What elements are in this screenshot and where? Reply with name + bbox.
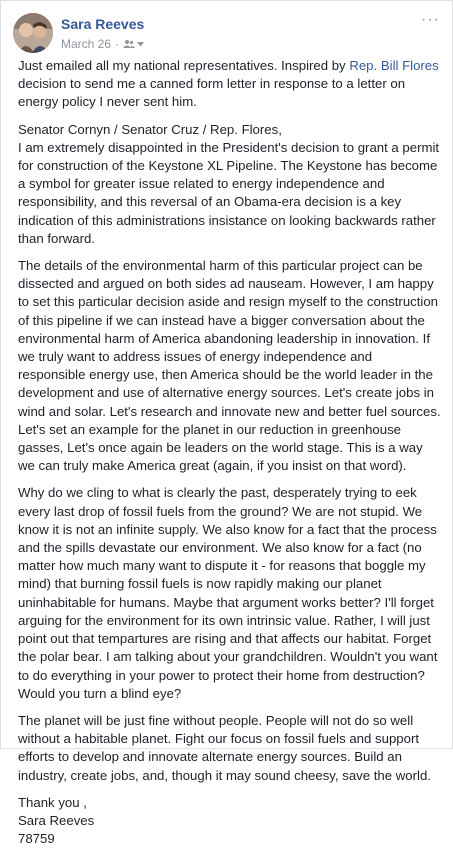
- paragraph-1: I am extremely disappointed in the President's decision to grant a permit for construction of the Keystone XL Pipeline. The Keystone has become a symbol for greater issue related to energy independence and responsibility, and this reversal of an Obama-era decision is a key indication of this administrations insistance on looking backwards rather than forward.: [18, 139, 440, 246]
- signature-name: Sara Reeves: [18, 812, 95, 828]
- signature-zip: 78759: [18, 831, 55, 847]
- closing: Thank you ,: [18, 794, 87, 810]
- avatar[interactable]: [13, 13, 53, 53]
- post-header: [13, 13, 440, 55]
- chevron-down-icon[interactable]: [137, 42, 144, 47]
- post-date[interactable]: March 26: [61, 37, 112, 51]
- signature-block: [18, 794, 442, 849]
- paragraph-3: Why do we cling to what is clearly the past, desperately trying to eek every last drop of fossil fuels from the ground? We are not stupid. We know it is not an infinite supply. We also know for a fact that the process and the spills devastate our environment. We also know for a fact (no matter how much many want to dispute it - for reasons that boggle my mind) that burning fossil fuels is now rapidly making our planet uninhabitable for humans. Maybe that argument works better? I'll forget arguing for the environment for its own intrinsic value. Rather, I will just point out that tempartures are rising and that affects our habitat. Forget the polar bear. I am talking about your grandchildren. Wouldn't you want to do everything in your power to protect their home from destruction? Would you turn a blind eye?: [18, 485, 438, 701]
- paragraph-4: The planet will be just fine without people. People will not do so well without a habitable planet. Fight our focus on fossil fuels and support efforts to develop and innovate alternate energy sources. Build an industry, create jobs, and, though it may sound cheesy, save the world.: [18, 712, 431, 783]
- intro-paragraph: [18, 57, 442, 112]
- paragraph-2: The details of the environmental harm of this particular project can be dissected and argued on both sides ad nauseam. However, I am happy to set this particular decision aside and resign myself to the construction of this pipeline if we can instead have a bigger conversation about the environmental harm of America abandoning leadership in innovation. If we truly want to address issues of energy independence and responsible energy use, then America should be the world leader in the development and use of alternative energy sources. Let's create jobs in wind and solar. Let's research and innovate new and better fuel sources. Let's set an example for the planet in our reduction in greenhouse gasses, Let's once again be leaders on the world stage. This is a way we can truly make America great (again, if you insist on that word).: [18, 258, 441, 474]
- author-name[interactable]: Sara Reeves: [61, 16, 145, 32]
- meta-separator: ·: [115, 37, 120, 51]
- intro-text: Just emailed all my national representatives. Inspired by: [18, 58, 350, 73]
- more-options-icon[interactable]: ···: [421, 11, 440, 28]
- mention-link[interactable]: Rep. Bill Flores: [349, 58, 439, 73]
- friends-audience-icon[interactable]: [123, 39, 135, 49]
- letter-opening: [18, 121, 442, 248]
- post-body: [18, 57, 442, 857]
- intro-text-end: decision to send me a canned form letter in response to a letter on energy policy I never sent him.: [18, 76, 406, 110]
- post-meta: [61, 37, 144, 51]
- salutation: Senator Cornyn / Senator Cruz / Rep. Flores,: [18, 121, 282, 137]
